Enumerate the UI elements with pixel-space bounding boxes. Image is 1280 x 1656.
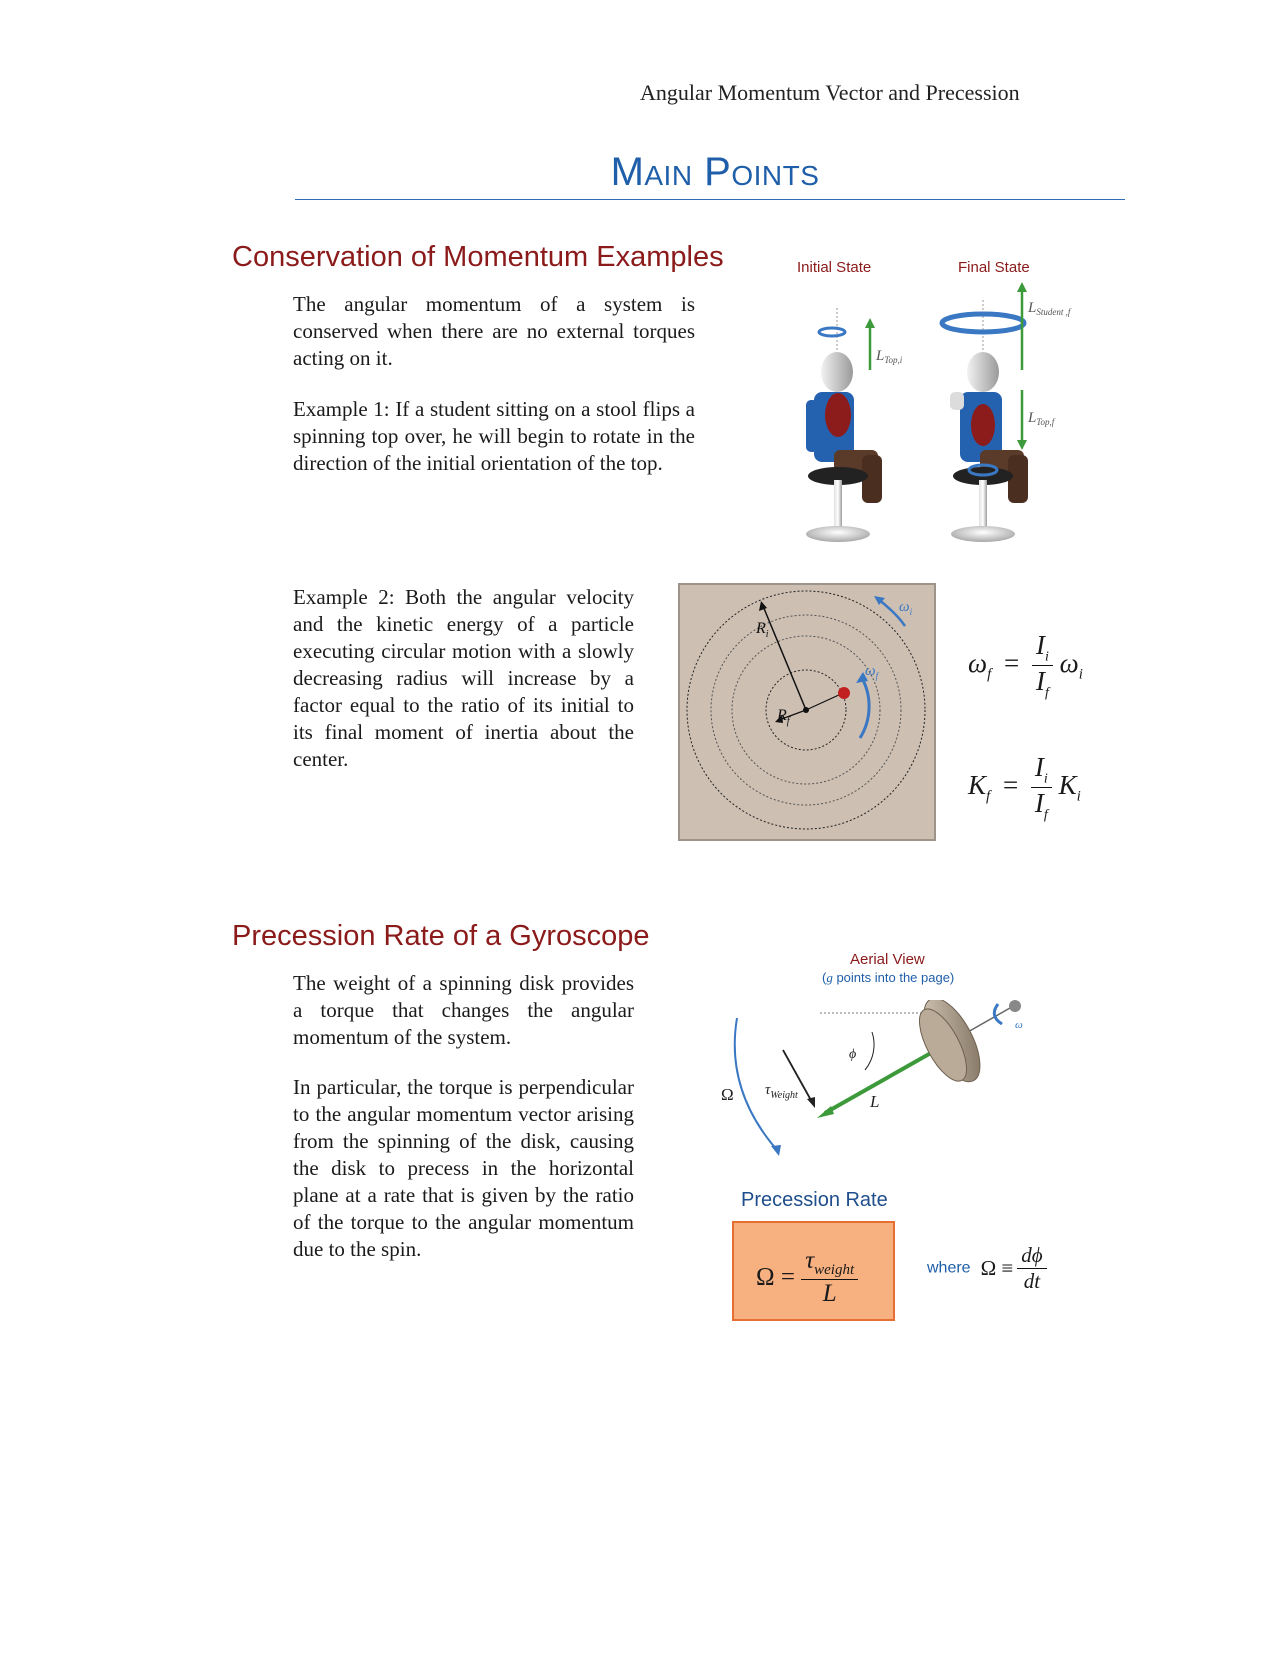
initial-state-caption: Initial State [797, 259, 872, 276]
title-divider [295, 199, 1125, 200]
phi-angle-label: ϕ [849, 1047, 857, 1062]
r-i-label: $R_i$ [756, 620, 769, 640]
equation-kinetic: $K_f$ = $\frac{I_i}{I_f}$ $K_i$ [968, 752, 1081, 823]
student-stool-figure [780, 280, 1100, 560]
r-f-label: $R_f$ [777, 707, 790, 727]
omega-i-label: $\omega_i$ [899, 599, 913, 617]
tau-weight-label: $\tau_{Weight}$ [765, 1082, 798, 1101]
l-top-i-label: $L_{Top,i}$ [876, 348, 903, 365]
paragraph-precession-detail: In particular, the torque is perpendicular to the angular momentum vector arising from the spinning of the disk, causing the disk to precess in the horizontal plane at a rate that is given by the ratio of the torque to the angular momentum due to the spin. [293, 1075, 634, 1261]
section-heading-conservation: Conservation of Momentum Examples [232, 241, 724, 273]
l-student-f-label: $L_{Student ,f}$ [1028, 300, 1071, 317]
precession-formula-box [732, 1221, 895, 1321]
omega-precession-label: Ω [721, 1085, 734, 1104]
where-definition: where Ω ≡ $\frac{d\phi}{dt}$ [927, 1243, 1047, 1294]
final-student [942, 300, 1028, 542]
paragraph-precession-intro: The weight of a spinning disk provides a torque that changes the angular momentum of the system. [293, 971, 634, 1049]
spin-omega-label: ω [1015, 1019, 1023, 1031]
final-state-caption: Final State [958, 259, 1030, 276]
l-top-f-label: $L_{Top,f}$ [1028, 410, 1055, 427]
aerial-view-caption: Aerial View [850, 951, 925, 968]
g-vector-label: g [826, 970, 833, 985]
page-title: Main Points [610, 150, 820, 194]
circular-motion-figure [678, 583, 936, 841]
equation-omega: $\omega_f$ = $\frac{I_i}{I_f}$ $\omega_i$ [968, 630, 1083, 701]
section-heading-precession: Precession Rate of a Gyroscope [232, 920, 650, 952]
paragraph-conservation-intro: The angular momentum of a system is conserved when there are no external torques acting on it. [293, 292, 695, 370]
angular-momentum-label: L [870, 1092, 880, 1111]
aerial-view-subcaption: (g points into the page) [822, 970, 955, 985]
omega-f-label: $\omega_f$ [865, 663, 879, 681]
gyroscope-figure [715, 1000, 1045, 1180]
precession-formula: Ω = $\frac{\tau_{weight}}{L}$ [756, 1247, 858, 1308]
paragraph-example-1: Example 1: If a student sitting on a stool flips a spinning top over, he will begin to rotate in the direction of the initial orientation of the top. [293, 397, 695, 475]
paragraph-example-2: Example 2: Both the angular velocity and the kinetic energy of a particle executing circular motion with a slowly decreasing radius will increase by a factor equal to the ratio of its initial to its final moment of inertia about the center. [293, 585, 634, 771]
running-header: Angular Momentum Vector and Precession [640, 80, 1020, 105]
precession-rate-caption: Precession Rate [741, 1189, 888, 1211]
